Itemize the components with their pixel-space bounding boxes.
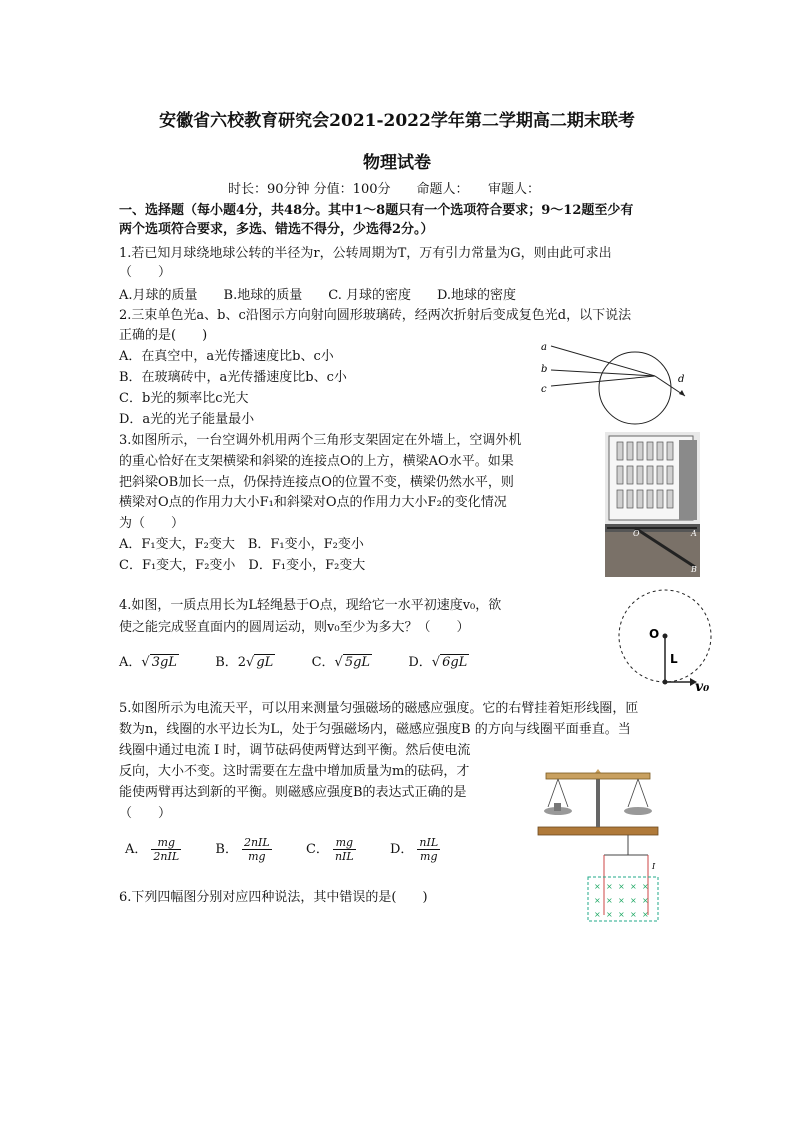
- svg-text:×: ×: [642, 882, 649, 891]
- q3-stem-line3: 把斜梁OB加长一点，仍保持连接点O的位置不变，横梁仍然水平，则: [119, 475, 514, 490]
- q2-option-a: A．在真空中，a光传播速度比b、c小: [119, 349, 334, 364]
- ray-label-b: b: [541, 364, 548, 375]
- ray-label-c: c: [541, 384, 547, 395]
- q5-option-c: $\frac{mg}{\text{nIL}}$: [334, 836, 354, 863]
- ray-label-d: d: [678, 374, 685, 385]
- q3-options-cd: C．F₁变大，F₂变小 D．F₁变小，F₂变大: [119, 558, 366, 573]
- q5-label-current: I: [652, 862, 656, 871]
- ray-label-a: a: [541, 342, 547, 353]
- svg-text:×: ×: [594, 910, 601, 919]
- q3-stem-line1: 3.如图所示，一台空调外机用两个三角形支架固定在外墙上，空调外机: [119, 433, 522, 448]
- q3-label-b: B: [691, 565, 697, 574]
- q2-stem-line2: 正确的是( ): [119, 328, 208, 343]
- q1-stem-line2: （ ）: [119, 265, 172, 280]
- q4-label-v0: v₀: [695, 679, 710, 695]
- svg-text:×: ×: [606, 896, 613, 905]
- section-heading-line1: 一、选择题（每小题4分，共48分。其中1～8题只有一个选项符合要求；9～12题至少有: [119, 203, 634, 218]
- q5-label-b: B．: [215, 842, 238, 857]
- q5-current-balance-figure: [528, 765, 668, 925]
- q3-label-o: O: [633, 529, 640, 538]
- q5-label-a: A．: [125, 842, 148, 857]
- q6-stem-line1: 6.下列四幅图分别对应四种说法，其中错误的是( ): [119, 890, 428, 905]
- exam-meta: 时长：90分钟 分值：100分 命题人： 审题人：: [228, 182, 540, 197]
- q5-stem-line1: 5.如图所示为电流天平，可以用来测量匀强磁场的磁感应强度。它的右臂挂着矩形线圈，匝: [119, 701, 639, 716]
- q3-stem-line2: 的重心恰好在支架横梁和斜梁的连接点O的上方，横梁AO水平。如果: [119, 454, 514, 469]
- q2-option-d: D．a光的光子能量最小: [119, 412, 255, 427]
- q4-option-a: √ 3gL: [141, 655, 177, 670]
- svg-text:×: ×: [630, 910, 637, 919]
- svg-text:×: ×: [606, 910, 613, 919]
- svg-text:×: ×: [618, 896, 625, 905]
- q5-stem-line6: （ ）: [119, 806, 172, 821]
- q3-ac-unit-photo: [605, 432, 700, 577]
- q5-label-c: C．: [305, 842, 329, 857]
- q4-stem-line2: 使之能完成竖直面内的圆周运动，则v₀至少为多大？（ ）: [119, 620, 470, 635]
- svg-text:×: ×: [594, 896, 601, 905]
- q5-options: [125, 836, 444, 863]
- svg-text:×: ×: [606, 882, 613, 891]
- q4-circle-figure: [615, 588, 725, 698]
- q5-stem-line5: 能使两臂再达到新的平衡。则磁感应强度B的表达式正确的是: [119, 785, 467, 800]
- q4-label-o: O: [649, 627, 660, 641]
- q4-label-c: C．: [311, 655, 335, 670]
- q4-option-b: √ gL: [246, 655, 274, 670]
- q4-label-a: A．: [119, 655, 142, 670]
- q4-label-l: L: [670, 652, 678, 666]
- q4-option-d: √ 6gL: [431, 655, 468, 670]
- q2-prism-figure: [535, 338, 695, 438]
- svg-text:×: ×: [642, 896, 649, 905]
- section-heading-line2: 两个选项符合要求，多选、错选不得分，少选得2分。）: [119, 222, 434, 237]
- q5-option-b: $\frac{\text{2nIL}}{mg}$: [243, 836, 270, 863]
- svg-text:×: ×: [594, 882, 601, 891]
- q5-option-a: $\frac{mg}{\text{2nIL}}$: [153, 836, 180, 863]
- q2-option-c: C．b光的频率比c光大: [119, 391, 249, 406]
- q3-label-a: A: [691, 529, 697, 538]
- svg-text:×: ×: [618, 882, 625, 891]
- q1-stem-line1: 1.若已知月球绕地球公转的半径为r，公转周期为T，万有引力常量为G，则由此可求出: [119, 246, 612, 261]
- q2-option-b: B．在玻璃砖中，a光传播速度比b、c小: [119, 370, 347, 385]
- q5-stem-line2: 数为n，线圈的水平边长为L，处于匀强磁场内，磁感应强度B 的方向与线圈平面垂直。当: [119, 722, 631, 737]
- exam-subject: 物理试卷: [363, 153, 431, 173]
- svg-text:×: ×: [630, 882, 637, 891]
- exam-title: 安徽省六校教育研究会2021-2022学年第二学期高二期末联考: [159, 111, 635, 131]
- q4-options: [119, 651, 469, 670]
- q3-stem-line5: 为（ ）: [119, 516, 185, 531]
- q5-stem-line4: 反向，大小不变。这时需要在左盘中增加质量为m的砝码，才: [119, 764, 470, 779]
- q2-stem-line1: 2.三束单色光a、b、c沿图示方向射向圆形玻璃砖，经两次折射后变成复色光d，以下说法: [119, 308, 632, 323]
- q3-stem-line4: 横梁对O点的作用力大小F₁和斜梁对O点的作用力大小F₂的变化情况: [119, 495, 507, 510]
- q4-option-c: √ 5gL: [334, 655, 371, 670]
- q5-option-d: $\frac{\text{nIL}}{mg}$: [419, 836, 439, 863]
- q3-options-ab: A．F₁变大，F₂变大 B．F₁变小，F₂变小: [119, 537, 364, 552]
- q4-label-b: B．2: [215, 655, 247, 670]
- q5-label-d: D．: [389, 842, 414, 857]
- q5-stem-line3: 线圈中通过电流 I 时，调节砝码使两臂达到平衡。然后使电流: [119, 743, 471, 758]
- q4-stem-line1: 4.如图，一质点用长为L轻绳悬于O点，现给它一水平初速度v₀，欲: [119, 598, 502, 613]
- svg-text:×: ×: [630, 896, 637, 905]
- svg-text:×: ×: [618, 910, 625, 919]
- q4-label-d: D．: [408, 655, 432, 670]
- q1-options: A.月球的质量 B.地球的质量 C. 月球的密度 D.地球的密度: [119, 288, 517, 303]
- svg-text:×: ×: [642, 910, 649, 919]
